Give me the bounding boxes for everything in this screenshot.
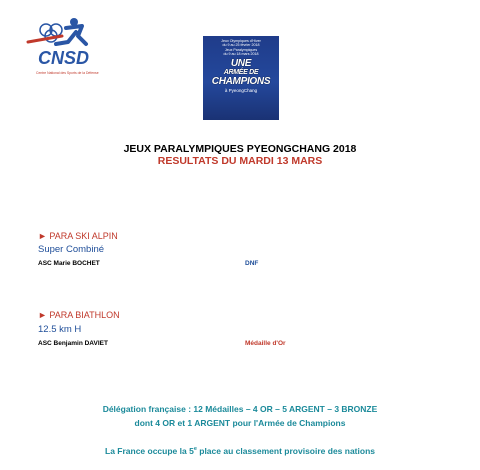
svg-text:Centre National des Sports de: Centre National des Sports de la Défense [36,71,99,75]
ranking-post: place au classement provisoire des nations [196,446,375,456]
cnsd-logo-graphic [26,14,106,80]
athlete-name-biathlon: ASC Benjamin DAVIET [38,340,108,347]
ranking-pre: La France occupe la 5 [105,446,194,456]
poster-big1: UNE [230,57,252,69]
poster-headline [203,59,279,86]
poster-big3: CHAMPIONS [211,75,271,87]
poster-line4: du 9 au 18 mars 2018 [223,52,259,57]
summary-medals: Délégation française : 12 Médailles – 4 OR – 5 ARGENT – 3 BRONZE [102,404,378,414]
svg-text:CNSD: CNSD [38,48,90,68]
result-biathlon: Médaille d'Or [245,340,286,347]
summary-army: dont 4 OR et 1 ARGENT pour l'Armée de Champions [134,418,346,428]
poster-line3: Jeux Paralympiques [224,47,258,52]
ranking-sup: e [193,446,197,453]
poster-big2: ARMÉE DE [223,68,259,76]
poster-line1: Jeux Olympiques d'Hiver [221,39,261,43]
cnsd-logo [26,14,106,80]
athlete-name-ski: ASC Marie BOCHET [38,260,100,267]
event-name-ski: Super Combiné [38,244,105,255]
result-ski: DNF [245,260,259,267]
page-subtitle: RESULTATS DU MARDI 13 MARS [157,155,323,167]
page-title: JEUX PARALYMPIQUES PYEONGCHANG 2018 [123,143,357,155]
champions-poster [203,36,279,120]
sport-heading-biathlon: ► PARA BIATHLON [38,310,120,320]
poster-bottom: à PyeongChang [224,87,258,93]
sport-heading-ski: ► PARA SKI ALPIN [38,231,118,241]
summary-ranking [0,446,480,456]
poster-line2: du 9 au 25 février 2018 [222,43,260,48]
event-name-biathlon: 12.5 km H [38,324,82,335]
